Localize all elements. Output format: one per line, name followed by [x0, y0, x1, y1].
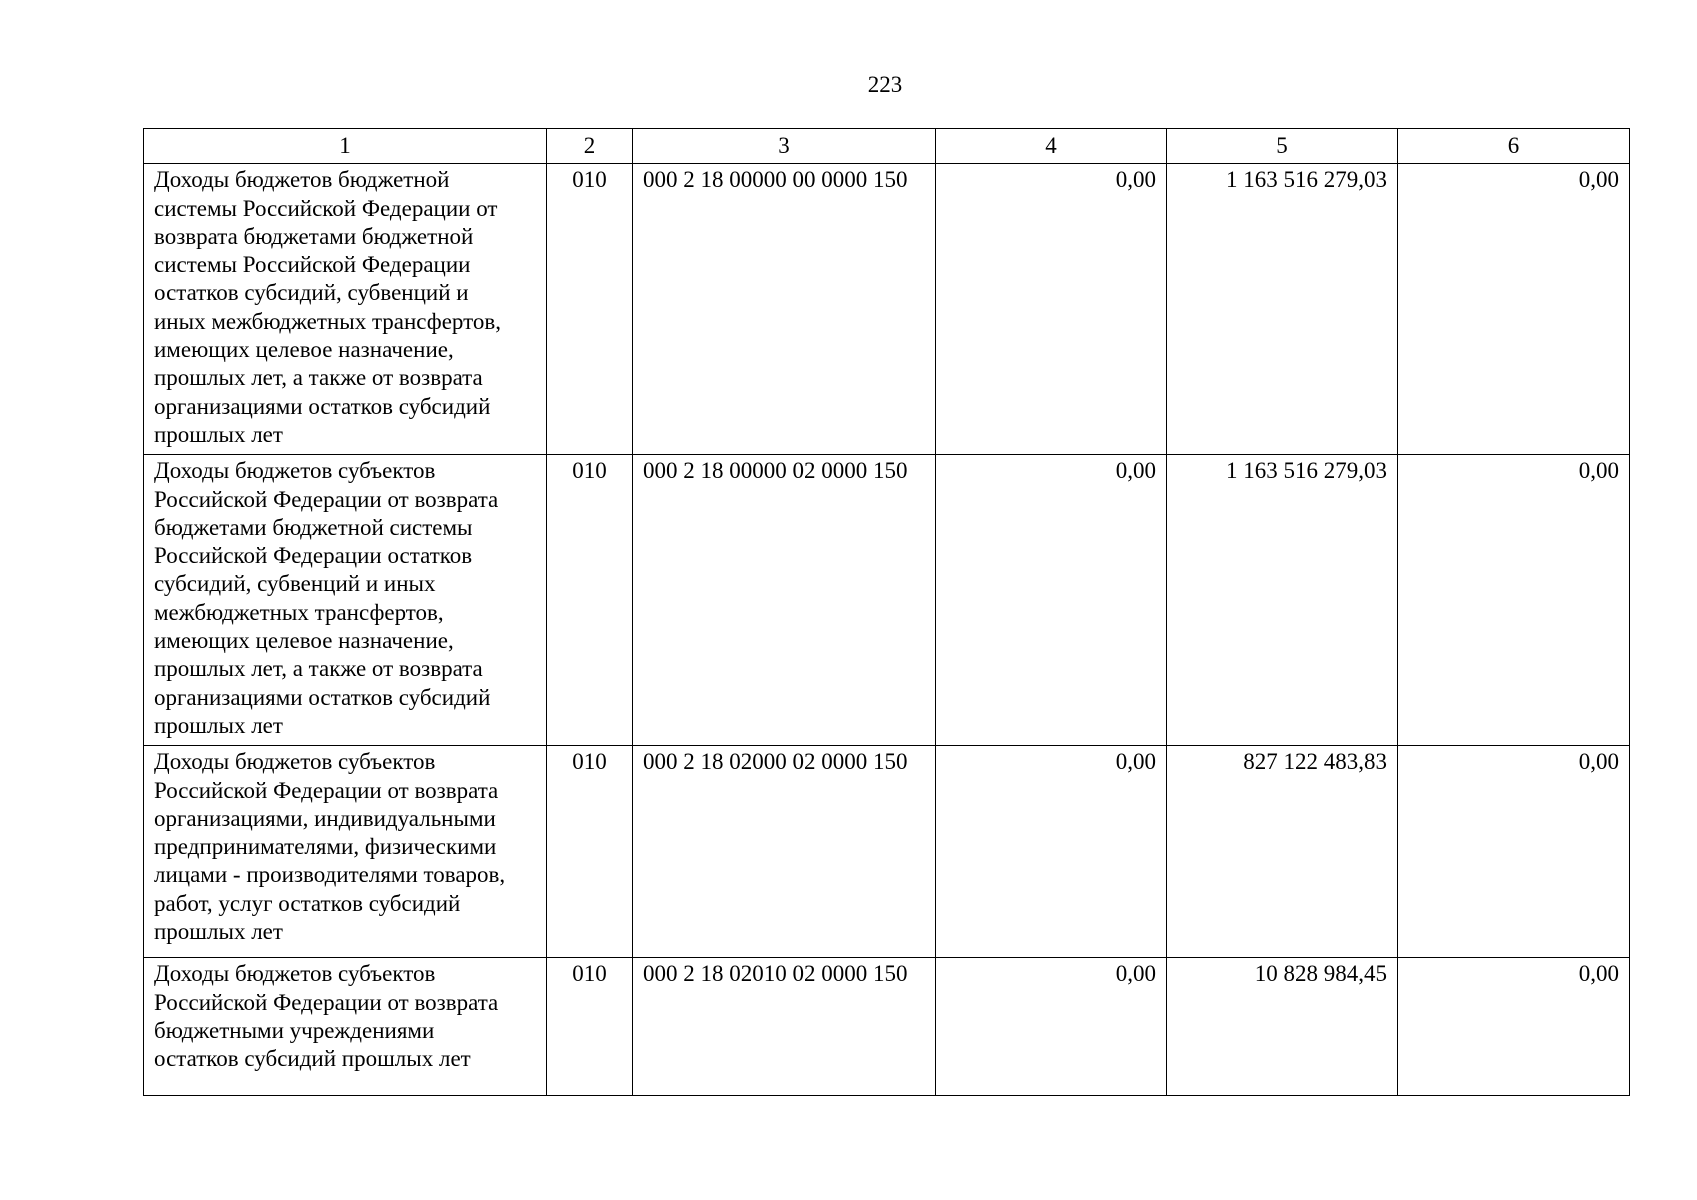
revenue-name-line: организациями, индивидуальными: [154, 805, 496, 831]
revenue-name-line: Российской Федерации от возврата: [154, 989, 499, 1015]
revenue-name-line: субсидий, субвенций и иных: [154, 571, 436, 597]
revenue-name-line: иных межбюджетных трансфертов,: [154, 308, 501, 334]
revenue-name-line: бюджетами бюджетной системы: [154, 514, 473, 540]
revenue-name-line: прошлых лет, а также от возврата: [154, 365, 483, 391]
header-cell-col-6: 6: [1398, 129, 1630, 164]
income-code-cell: 000 2 18 00000 00 0000 150: [633, 164, 936, 455]
table-row: [144, 958, 1630, 1096]
revenue-name-line: Российской Федерации от возврата: [154, 486, 499, 512]
value-col-5-cell: 827 122 483,83: [1167, 746, 1398, 958]
value-col-5-cell: 1 163 516 279,03: [1167, 455, 1398, 746]
revenue-name-line: Доходы бюджетов субъектов: [154, 961, 436, 987]
income-code-cell: 000 2 18 00000 02 0000 150: [633, 455, 936, 746]
page-number: 223: [867, 72, 903, 97]
revenue-name-line: работ, услуг остатков субсидий: [154, 890, 461, 916]
revenue-name-line: системы Российской Федерации от: [154, 195, 498, 221]
value-col-5-cell: 10 828 984,45: [1167, 958, 1398, 1096]
revenue-name-cell: [144, 164, 547, 455]
revenue-name-line: имеющих целевое назначение,: [154, 337, 454, 363]
value-col-6-cell: 0,00: [1398, 958, 1630, 1096]
table-header-row: [144, 129, 1630, 164]
line-code-cell: 010: [547, 958, 633, 1096]
budget-revenue-table: [143, 128, 1630, 1096]
revenue-name-line: системы Российской Федерации: [154, 252, 471, 278]
revenue-name-line: прошлых лет: [154, 421, 283, 447]
value-col-4-cell: 0,00: [936, 746, 1167, 958]
income-code-cell: 000 2 18 02000 02 0000 150: [633, 746, 936, 958]
revenue-name-cell: [144, 455, 547, 746]
revenue-name-line: Российской Федерации от возврата: [154, 777, 499, 803]
revenue-name-line: предпринимателями, физическими: [154, 834, 497, 860]
revenue-name-line: организациями остатков субсидий: [154, 393, 491, 419]
table-row: [144, 164, 1630, 455]
revenue-name-line: Российской Федерации остатков: [154, 543, 473, 569]
line-code-cell: 010: [547, 455, 633, 746]
revenue-name-line: Доходы бюджетов субъектов: [154, 458, 436, 484]
table-row: [144, 746, 1630, 958]
revenue-name-line: остатков субсидий, субвенций и: [154, 280, 469, 306]
header-cell-col-3: 3: [633, 129, 936, 164]
revenue-name-line: межбюджетных трансфертов,: [154, 599, 444, 625]
revenue-name-line: организациями остатков субсидий: [154, 684, 491, 710]
header-cell-col-5: 5: [1167, 129, 1398, 164]
revenue-name-line: Доходы бюджетов бюджетной: [154, 167, 450, 193]
value-col-6-cell: 0,00: [1398, 455, 1630, 746]
value-col-6-cell: 0,00: [1398, 164, 1630, 455]
value-col-6-cell: 0,00: [1398, 746, 1630, 958]
revenue-name-cell: [144, 958, 547, 1096]
revenue-name-line: остатков субсидий прошлых лет: [154, 1046, 471, 1072]
revenue-name-line: имеющих целевое назначение,: [154, 628, 454, 654]
table-row: [144, 455, 1630, 746]
revenue-name-line: лицами - производителями товаров,: [154, 862, 506, 888]
revenue-name-line: Доходы бюджетов субъектов: [154, 749, 436, 775]
line-code-cell: 010: [547, 746, 633, 958]
header-cell-col-2: 2: [547, 129, 633, 164]
value-col-4-cell: 0,00: [936, 164, 1167, 455]
revenue-name-line: бюджетными учреждениями: [154, 1017, 435, 1043]
revenue-name-line: прошлых лет: [154, 919, 283, 945]
revenue-name-line: возврата бюджетами бюджетной: [154, 223, 474, 249]
line-code-cell: 010: [547, 164, 633, 455]
revenue-name-line: прошлых лет: [154, 712, 283, 738]
value-col-5-cell: 1 163 516 279,03: [1167, 164, 1398, 455]
revenue-name-cell: [144, 746, 547, 958]
value-col-4-cell: 0,00: [936, 958, 1167, 1096]
header-cell-col-1: 1: [144, 129, 547, 164]
revenue-name-line: прошлых лет, а также от возврата: [154, 656, 483, 682]
header-cell-col-4: 4: [936, 129, 1167, 164]
income-code-cell: 000 2 18 02010 02 0000 150: [633, 958, 936, 1096]
value-col-4-cell: 0,00: [936, 455, 1167, 746]
